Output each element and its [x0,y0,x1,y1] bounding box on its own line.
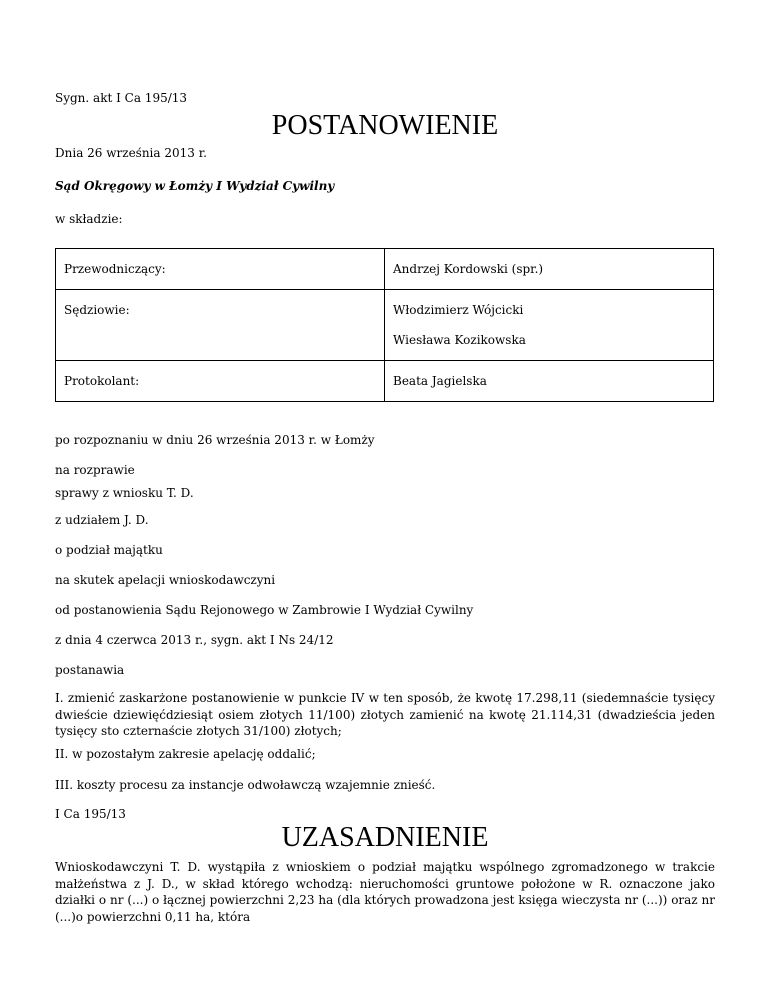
justification-paragraph: Wnioskodawczyni T. D. wystąpiła z wnioskiem o podział majątku wspólnego zgromadzonego w trakcie małżeństwa z J. D., w skład którego wchodzą: nieruchomości gruntowe położone w R. oznaczone jako działki o nr (...) o łącznej powierzchni 2,23 ha (dla których prowadzona jest księga wieczysta nr (...)) oraz nr (...)o powierzchni 0,11 ha, która [55,860,715,924]
names-cell [385,249,714,290]
role-cell: Protokolant: [56,361,385,402]
proceeding-line: z dnia 4 czerwca 2013 r., sygn. akt I Ns 24/12 [55,633,334,647]
decision-verb: postanawia [55,663,125,677]
composition-table [55,248,714,402]
proceeding-line: sprawy z wniosku T. D. [55,486,194,500]
case-reference-2: I Ca 195/13 [55,807,126,821]
table-row [56,361,714,402]
proceeding-line: na skutek apelacji wnioskodawczyni [55,573,276,587]
proceeding-line: na rozprawie [55,463,135,477]
date-line: Dnia 26 września 2013 r. [55,146,207,160]
clerk-name: Beata Jagielska [393,374,487,388]
ruling-item: III. koszty procesu za instancje odwoławczą wzajemnie znieść. [55,778,436,792]
proceeding-line: o podział majątku [55,543,163,557]
table-row [56,290,714,361]
justification-title: UZASADNIENIE [281,822,489,853]
ruling-item: II. w pozostałym zakresie apelację oddalić; [55,747,316,761]
proceeding-line: od postanowienia Sądu Rejonowego w Zambrowie I Wydział Cywilny [55,603,474,617]
proceeding-line: z udziałem J. D. [55,513,149,527]
composition-intro: w składzie: [55,212,123,226]
document-title: POSTANOWIENIE [271,110,499,141]
table-row [56,249,714,290]
judge-name: Włodzimierz Wójcicki [393,303,524,317]
judge-name: Andrzej Kordowski (spr.) [393,262,544,276]
judge-name: Wiesława Kozikowska [393,333,526,347]
proceeding-line: po rozpoznaniu w dniu 26 września 2013 r. w Łomży [55,433,375,447]
ruling-item: I. zmienić zaskarżone postanowienie w punkcie IV w ten sposób, że kwotę 17.298,11 (siedemnaście tysięcy dwieście dziewięćdziesiąt osiem złotych 11/100) złotych zamienić na kwotę 21.114,31 (dwadzieścia jeden tysięcy sto czternaście złotych 31/100) złotych; [55,691,715,738]
court-name: Sąd Okręgowy w Łomży I Wydział Cywilny [55,179,335,193]
role-cell: Przewodniczący: [56,249,385,290]
role-cell: Sędziowie: [56,290,385,361]
names-cell [385,290,714,361]
case-reference: Sygn. akt I Ca 195/13 [55,91,188,105]
names-cell [385,361,714,402]
